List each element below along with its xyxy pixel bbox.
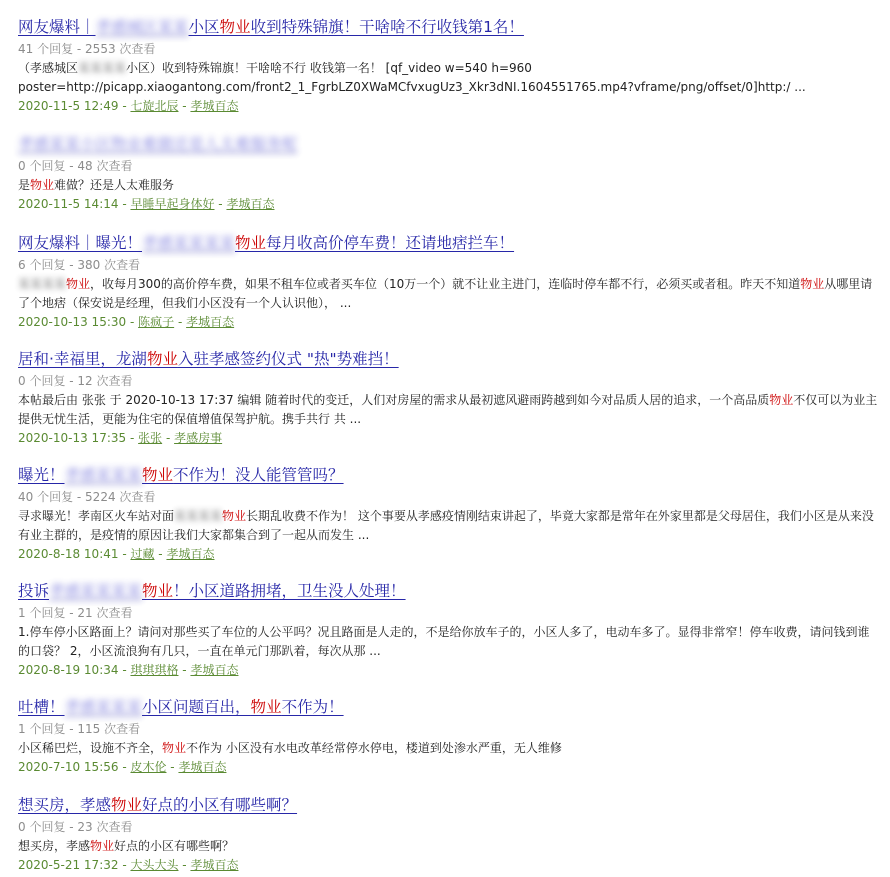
author-link[interactable]: 过藏 — [130, 547, 155, 561]
result-meta: 2020-5-21 17:32 - 大头大头 - 孝城百态 — [18, 858, 239, 872]
result-meta: 2020-8-19 10:34 - 琪琪琪格 - 孝城百态 — [18, 663, 239, 677]
forum-link[interactable]: 孝城百态 — [226, 197, 275, 211]
author-link[interactable]: 皮木伦 — [130, 760, 167, 774]
blurred-text: 某某某某 — [18, 277, 67, 291]
result-item — [18, 16, 878, 114]
forum-link[interactable]: 孝城百态 — [190, 858, 239, 872]
result-title-link[interactable]: 想买房，孝感物业好点的小区有哪些啊？ — [18, 796, 298, 814]
forum-link[interactable]: 孝城百态 — [166, 547, 215, 561]
result-stats: 40 个回复 - 5224 次查看 — [18, 490, 156, 504]
result-item — [18, 464, 878, 562]
result-snippet: 是物业难做？还是人太难服务 — [18, 178, 175, 192]
result-item — [18, 133, 878, 212]
result-title-link[interactable] — [18, 133, 297, 155]
author-link[interactable]: 大头大头 — [130, 858, 179, 872]
forum-link[interactable]: 孝城百态 — [190, 99, 239, 113]
result-stats: 1 个回复 - 21 次查看 — [18, 606, 133, 620]
blurred-text: 孝感某某某某 — [142, 234, 236, 252]
blurred-text: 某某某某 — [78, 61, 127, 75]
result-snippet: 某某某某物业，收每月300的高价停车费，如果不租车位或者买车位（10万一个）就不让业主进门，连临时停车都不行，必须买或者租。昨天不知道物业从哪里请了个地痞（保安说是经理，但我们小区没有一个人认识他）， ... — [18, 277, 873, 310]
blurred-text: 孝感某某某某 — [49, 582, 143, 600]
author-link[interactable]: 早睡早起身体好 — [130, 197, 215, 211]
result-snippet: 想买房，孝感物业好点的小区有哪些啊？ — [18, 839, 235, 853]
result-item — [18, 696, 878, 775]
result-stats: 0 个回复 - 48 次查看 — [18, 159, 133, 173]
result-stats: 0 个回复 - 23 次查看 — [18, 820, 133, 834]
forum-link[interactable]: 孝城百态 — [190, 663, 239, 677]
result-snippet: 1.停车停小区路面上？请问对那些买了车位的人公平吗？况且路面是人走的，不是给你放车子的，小区人多了，电动车多了。显得非常窄！停车收费，请问钱到谁的口袋？ 2，小区流浪狗有几只，一直在单元门那趴着，每次从那 ... — [18, 625, 870, 658]
author-link[interactable]: 七旋北辰 — [130, 99, 179, 113]
forum-link[interactable]: 孝城百态 — [178, 760, 227, 774]
result-item — [18, 580, 878, 678]
forum-link[interactable]: 孝感房事 — [174, 431, 223, 445]
result-meta: 2020-10-13 17:35 - 张张 - 孝感房事 — [18, 431, 223, 445]
result-title-link[interactable]: 投诉孝感某某某某物业！小区道路拥堵，卫生没人处理！ — [18, 582, 406, 600]
result-item — [18, 348, 878, 446]
result-snippet: （孝感城区某某某某小区）收到特殊锦旗！干啥啥不行 收钱第一名！ [qf_video w=540 h=960 poster=http://picapp.xiaogantong.com/front2_1_FgrbLZ0XWaMCfvxugUz3_Xkr3dNI.1604551765.mp4?vframe/png/offset/0]http:/ ... — [18, 61, 806, 94]
result-title-link[interactable]: 居和·幸福里，龙湖物业入驻孝感签约仪式 "热"势难挡！ — [18, 350, 399, 368]
result-item — [18, 232, 878, 330]
result-title-link[interactable]: 曝光！孝感某某某物业不作为！没人能管管吗？ — [18, 466, 344, 484]
author-link[interactable]: 陈疯子 — [138, 315, 175, 329]
blurred-text: 孝感某某某 — [64, 698, 143, 716]
result-item — [18, 794, 878, 873]
result-meta: 2020-11-5 12:49 - 七旋北辰 - 孝城百态 — [18, 99, 239, 113]
result-stats: 1 个回复 - 115 次查看 — [18, 722, 141, 736]
result-stats: 41 个回复 - 2553 次查看 — [18, 42, 156, 56]
result-title-link[interactable]: 吐槽！孝感某某某小区问题百出，物业不作为！ — [18, 698, 344, 716]
author-link[interactable]: 张张 — [138, 431, 163, 445]
forum-link[interactable]: 孝城百态 — [186, 315, 235, 329]
result-snippet: 小区稀巴烂，设施不齐全，物业不作为 小区没有水电改革经常停水停电，楼道到处渗水严重，无人维修 — [18, 741, 562, 755]
result-meta: 2020-11-5 14:14 - 早睡早起身体好 - 孝城百态 — [18, 197, 275, 211]
blurred-text: 孝感某某某 — [64, 466, 143, 484]
blurred-text: 孝感某某小区物业难做还是人太难服务呢 — [18, 135, 298, 153]
result-title-link[interactable]: 网友爆料｜曝光！孝感某某某某物业每月收高价停车费！还请地痞拦车！ — [18, 234, 515, 252]
author-link[interactable]: 琪琪琪格 — [130, 663, 179, 677]
result-stats: 6 个回复 - 380 次查看 — [18, 258, 141, 272]
blurred-text: 某某某某 — [174, 509, 223, 523]
result-title-link[interactable]: 网友爆料｜孝感城区某某小区物业收到特殊锦旗！干啥啥不行收钱第1名！ — [18, 18, 524, 36]
result-meta: 2020-8-18 10:41 - 过藏 - 孝城百态 — [18, 547, 215, 561]
blurred-text: 孝感城区某某 — [95, 18, 189, 36]
result-snippet: 本帖最后由 张张 于 2020-10-13 17:37 编辑 随着时代的变迁，人们对房屋的需求从最初遮风避雨跨越到如今对品质人居的追求，一个高品质物业不仅可以为业主提供无忧生活，更能为住宅的保值增值保驾护航。携手共行 共 ... — [18, 393, 878, 426]
result-meta: 2020-7-10 15:56 - 皮木伦 - 孝城百态 — [18, 760, 227, 774]
result-meta: 2020-10-13 15:30 - 陈疯子 - 孝城百态 — [18, 315, 235, 329]
result-stats: 0 个回复 - 12 次查看 — [18, 374, 133, 388]
result-snippet: 寻求曝光！孝南区火车站对面某某某某物业长期乱收费不作为！ 这个事要从孝感疫情刚结束讲起了，毕竟大家都是常年在外家里都是父母居住，我们小区是从来没有业主群的，是疫情的原因让我们大家都集合到了一起从而发生 ... — [18, 509, 874, 542]
